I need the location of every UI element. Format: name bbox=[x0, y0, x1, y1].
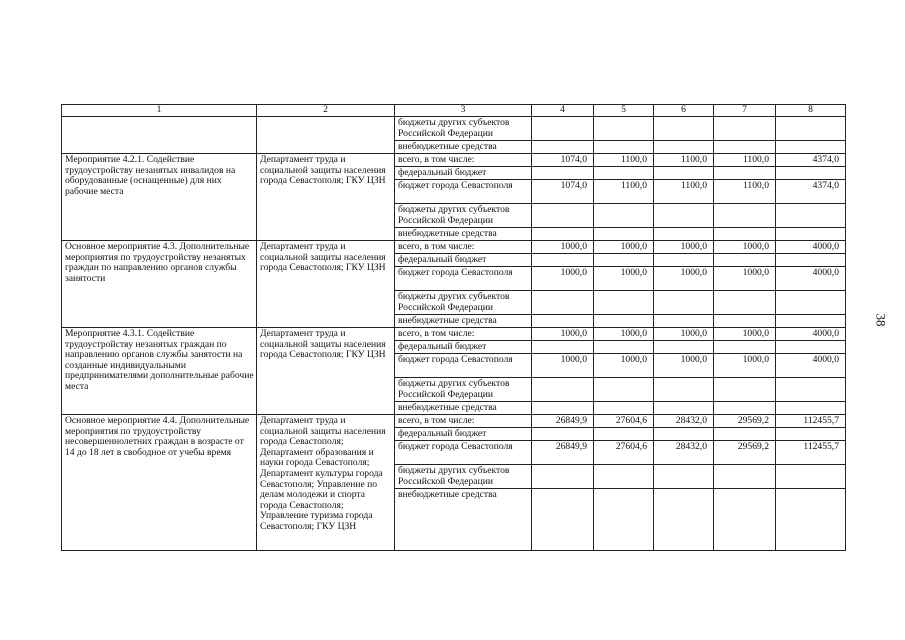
source-cell: бюджеты других субъектов Российской Федерации bbox=[395, 117, 532, 141]
value-cell bbox=[654, 489, 714, 551]
value-cell bbox=[714, 402, 776, 415]
value-cell: 1000,0 bbox=[594, 267, 654, 291]
value-cell: 4000,0 bbox=[776, 267, 846, 291]
value-cell bbox=[776, 254, 846, 267]
executor-cell: Департамент труда и социальной защиты населения города Севастополя; ГКУ ЦЗН bbox=[257, 328, 395, 415]
value-cell: 1100,0 bbox=[594, 180, 654, 204]
value-cell: 1000,0 bbox=[654, 328, 714, 341]
value-cell: 26849,9 bbox=[532, 415, 594, 428]
value-cell bbox=[654, 402, 714, 415]
value-cell bbox=[654, 117, 714, 141]
value-cell bbox=[594, 428, 654, 441]
value-cell: 4000,0 bbox=[776, 241, 846, 254]
table-row bbox=[62, 328, 846, 341]
source-cell: всего, в том числе: bbox=[395, 154, 532, 167]
value-cell bbox=[714, 315, 776, 328]
value-cell bbox=[532, 167, 594, 180]
value-cell bbox=[532, 204, 594, 228]
source-cell: всего, в том числе: bbox=[395, 241, 532, 254]
value-cell bbox=[532, 291, 594, 315]
value-cell bbox=[776, 204, 846, 228]
value-cell bbox=[714, 254, 776, 267]
header-cell: 4 bbox=[532, 105, 594, 117]
executor-cell bbox=[257, 117, 395, 154]
executor-cell: Департамент труда и социальной защиты населения города Севастополя; ГКУ ЦЗН bbox=[257, 154, 395, 241]
value-cell: 1100,0 bbox=[654, 154, 714, 167]
source-cell: внебюджетные средства bbox=[395, 402, 532, 415]
value-cell bbox=[532, 117, 594, 141]
funding-table bbox=[61, 104, 846, 551]
value-cell: 1000,0 bbox=[714, 267, 776, 291]
value-cell bbox=[594, 465, 654, 489]
value-cell: 4000,0 bbox=[776, 328, 846, 341]
value-cell bbox=[714, 341, 776, 354]
value-cell bbox=[714, 489, 776, 551]
value-cell bbox=[776, 141, 846, 154]
value-cell bbox=[776, 378, 846, 402]
value-cell: 4374,0 bbox=[776, 154, 846, 167]
source-cell: бюджеты других субъектов Российской Федерации bbox=[395, 204, 532, 228]
activity-cell: Мероприятие 4.3.1. Содействие трудоустройству незанятых граждан по направлению органов службы занятости на созданные индивидуальными предпринимателями дополнительные рабочие места bbox=[62, 328, 257, 415]
value-cell bbox=[714, 428, 776, 441]
value-cell: 1000,0 bbox=[594, 241, 654, 254]
value-cell bbox=[594, 378, 654, 402]
value-cell: 4374,0 bbox=[776, 180, 846, 204]
activity-cell: Основное мероприятие 4.4. Дополнительные мероприятия по трудоустройству несовершеннолетних граждан в возрасте от 14 до 18 лет в свободное от учебы время bbox=[62, 415, 257, 551]
executor-cell: Департамент труда и социальной защиты населения города Севастополя; ГКУ ЦЗН bbox=[257, 241, 395, 328]
value-cell bbox=[532, 428, 594, 441]
value-cell bbox=[594, 489, 654, 551]
value-cell bbox=[714, 378, 776, 402]
value-cell bbox=[776, 465, 846, 489]
value-cell: 27604,6 bbox=[594, 441, 654, 465]
value-cell: 27604,6 bbox=[594, 415, 654, 428]
value-cell bbox=[714, 141, 776, 154]
header-cell: 5 bbox=[594, 105, 654, 117]
value-cell bbox=[594, 141, 654, 154]
value-cell bbox=[532, 489, 594, 551]
value-cell: 1000,0 bbox=[594, 354, 654, 378]
activity-cell: Мероприятие 4.2.1. Содействие трудоустройству незанятых инвалидов на оборудованные (оснащенные) для них рабочие места bbox=[62, 154, 257, 241]
executor-cell: Департамент труда и социальной защиты населения города Севастополя; Департамент образования и науки города Севастополя; Департамент культуры города Севастополя; Управление по делам молодежи и спорта города Севастополя; Управление туризма города Севастополя; ГКУ ЦЗН bbox=[257, 415, 395, 551]
value-cell: 1000,0 bbox=[654, 354, 714, 378]
value-cell bbox=[776, 315, 846, 328]
value-cell bbox=[594, 291, 654, 315]
value-cell bbox=[532, 465, 594, 489]
value-cell bbox=[654, 204, 714, 228]
source-cell: федеральный бюджет bbox=[395, 254, 532, 267]
value-cell: 1000,0 bbox=[714, 354, 776, 378]
value-cell: 4000,0 bbox=[776, 354, 846, 378]
value-cell bbox=[776, 228, 846, 241]
value-cell: 1000,0 bbox=[654, 241, 714, 254]
value-cell bbox=[654, 167, 714, 180]
value-cell bbox=[654, 141, 714, 154]
source-cell: бюджет города Севастополя bbox=[395, 441, 532, 465]
value-cell bbox=[532, 228, 594, 241]
value-cell bbox=[776, 291, 846, 315]
table-row bbox=[62, 415, 846, 428]
value-cell: 1000,0 bbox=[714, 241, 776, 254]
value-cell bbox=[776, 117, 846, 141]
value-cell bbox=[776, 428, 846, 441]
value-cell: 28432,0 bbox=[654, 415, 714, 428]
value-cell bbox=[594, 341, 654, 354]
value-cell bbox=[532, 402, 594, 415]
value-cell: 29569,2 bbox=[714, 441, 776, 465]
value-cell: 1000,0 bbox=[532, 241, 594, 254]
value-cell: 1000,0 bbox=[594, 328, 654, 341]
value-cell: 1100,0 bbox=[714, 154, 776, 167]
source-cell: федеральный бюджет bbox=[395, 167, 532, 180]
activity-cell bbox=[62, 117, 257, 154]
value-cell bbox=[654, 291, 714, 315]
source-cell: внебюджетные средства bbox=[395, 315, 532, 328]
value-cell bbox=[594, 254, 654, 267]
value-cell bbox=[532, 315, 594, 328]
value-cell: 1000,0 bbox=[714, 328, 776, 341]
value-cell bbox=[594, 167, 654, 180]
value-cell: 1100,0 bbox=[654, 180, 714, 204]
value-cell: 1074,0 bbox=[532, 180, 594, 204]
value-cell bbox=[714, 167, 776, 180]
value-cell bbox=[714, 291, 776, 315]
source-cell: бюджет города Севастополя bbox=[395, 354, 532, 378]
value-cell bbox=[654, 378, 714, 402]
value-cell: 29569,2 bbox=[714, 415, 776, 428]
source-cell: федеральный бюджет bbox=[395, 428, 532, 441]
header-cell: 2 bbox=[257, 105, 395, 117]
table-row bbox=[62, 154, 846, 167]
value-cell: 26849,9 bbox=[532, 441, 594, 465]
value-cell bbox=[654, 254, 714, 267]
value-cell bbox=[776, 167, 846, 180]
value-cell: 112455,7 bbox=[776, 415, 846, 428]
page-number: 38 bbox=[873, 313, 889, 327]
value-cell bbox=[714, 465, 776, 489]
value-cell bbox=[776, 489, 846, 551]
value-cell: 1000,0 bbox=[654, 267, 714, 291]
activity-cell: Основное мероприятие 4.3. Дополнительные мероприятия по трудоустройству незанятых граждан по направлению органов службы занятости bbox=[62, 241, 257, 328]
header-cell: 1 bbox=[62, 105, 257, 117]
value-cell: 1100,0 bbox=[594, 154, 654, 167]
value-cell: 1100,0 bbox=[714, 180, 776, 204]
value-cell: 1074,0 bbox=[532, 154, 594, 167]
value-cell bbox=[654, 428, 714, 441]
value-cell bbox=[594, 228, 654, 241]
value-cell: 1000,0 bbox=[532, 328, 594, 341]
table-row bbox=[62, 117, 846, 141]
value-cell bbox=[714, 204, 776, 228]
header-row bbox=[62, 105, 846, 117]
value-cell bbox=[532, 341, 594, 354]
source-cell: бюджеты других субъектов Российской Федерации bbox=[395, 378, 532, 402]
value-cell bbox=[532, 141, 594, 154]
value-cell: 1000,0 bbox=[532, 354, 594, 378]
source-cell: федеральный бюджет bbox=[395, 341, 532, 354]
source-cell: бюджет города Севастополя bbox=[395, 180, 532, 204]
source-cell: бюджеты других субъектов Российской Федерации bbox=[395, 291, 532, 315]
value-cell bbox=[654, 465, 714, 489]
source-cell: всего, в том числе: bbox=[395, 328, 532, 341]
source-cell: бюджеты других субъектов Российской Федерации bbox=[395, 465, 532, 489]
value-cell bbox=[654, 315, 714, 328]
value-cell bbox=[654, 341, 714, 354]
value-cell bbox=[594, 117, 654, 141]
source-cell: внебюджетные средства bbox=[395, 489, 532, 551]
source-cell: внебюджетные средства bbox=[395, 141, 532, 154]
value-cell bbox=[714, 117, 776, 141]
value-cell bbox=[714, 228, 776, 241]
value-cell bbox=[776, 341, 846, 354]
source-cell: всего, в том числе: bbox=[395, 415, 532, 428]
header-cell: 3 bbox=[395, 105, 532, 117]
value-cell bbox=[532, 378, 594, 402]
header-cell: 8 bbox=[776, 105, 846, 117]
table-row bbox=[62, 241, 846, 254]
header-cell: 6 bbox=[654, 105, 714, 117]
header-cell: 7 bbox=[714, 105, 776, 117]
value-cell bbox=[594, 315, 654, 328]
value-cell: 1000,0 bbox=[532, 267, 594, 291]
source-cell: внебюджетные средства bbox=[395, 228, 532, 241]
value-cell bbox=[594, 204, 654, 228]
value-cell bbox=[654, 228, 714, 241]
source-cell: бюджет города Севастополя bbox=[395, 267, 532, 291]
value-cell bbox=[532, 254, 594, 267]
value-cell bbox=[776, 402, 846, 415]
value-cell bbox=[594, 402, 654, 415]
value-cell: 112455,7 bbox=[776, 441, 846, 465]
value-cell: 28432,0 bbox=[654, 441, 714, 465]
